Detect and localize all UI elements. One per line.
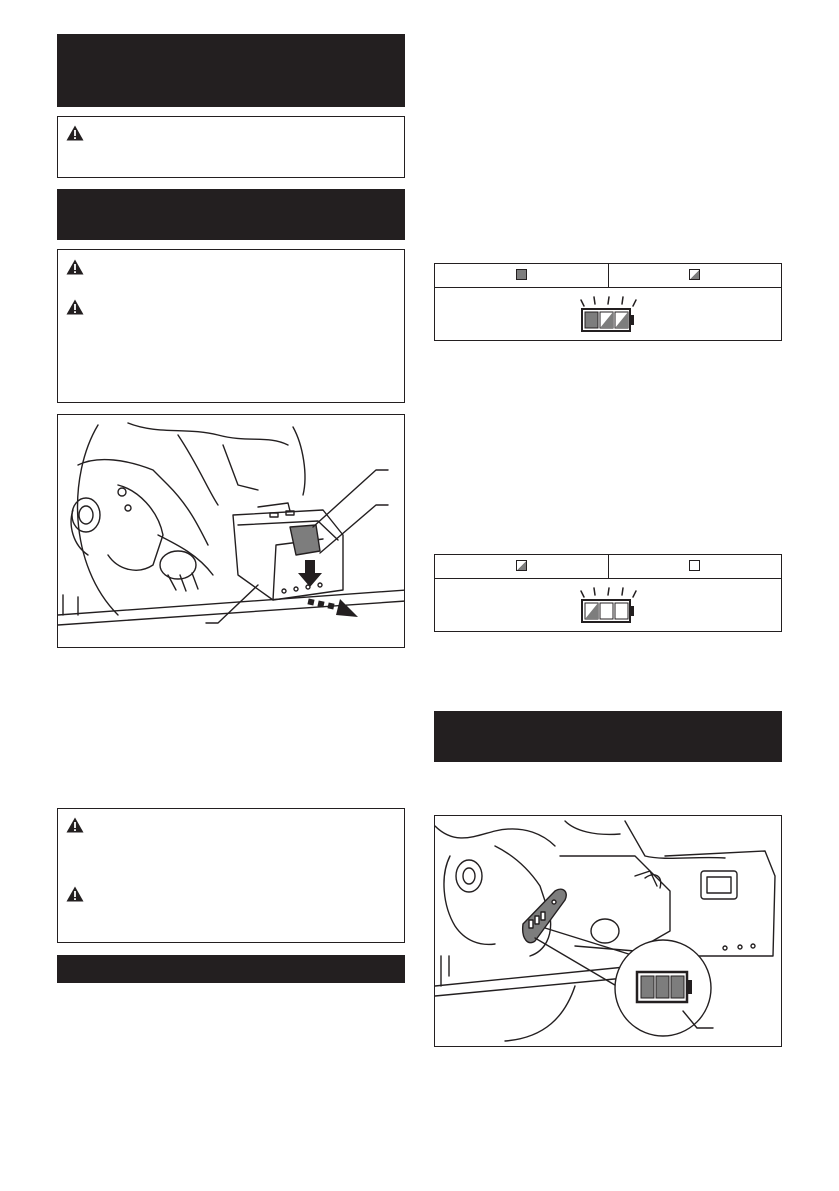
section-header-bar-4 (434, 711, 782, 762)
warning-triangle-icon (66, 125, 84, 141)
warning-triangle-icon (66, 299, 84, 315)
lamp-cell (435, 264, 609, 288)
battery-cell (435, 579, 782, 632)
section-header-bar-3 (57, 955, 405, 983)
warning-triangle-icon (66, 886, 84, 902)
indicator-table-1 (434, 263, 782, 341)
lamp-blinking-square-icon (516, 560, 527, 571)
section-header-bar-2 (57, 189, 405, 240)
lamp-lit-square-icon (516, 269, 527, 280)
saw-indicator-line-drawing (435, 816, 782, 1047)
battery-indicator-illustration (434, 815, 782, 1047)
section-header-bar-1 (57, 34, 405, 107)
lamp-off-square-icon (689, 560, 700, 571)
lamp-blinking-square-icon (689, 269, 700, 280)
lamp-cell (608, 555, 782, 579)
warning-box-3 (57, 808, 405, 943)
warning-box-2 (57, 249, 405, 403)
battery-indicator-icon (576, 295, 640, 335)
battery-indicator-icon (576, 586, 640, 626)
lamp-cell (435, 555, 609, 579)
lamp-cell (608, 264, 782, 288)
warning-triangle-icon (66, 817, 84, 833)
saw-line-drawing (58, 415, 405, 648)
warning-triangle-icon (66, 259, 84, 275)
battery-cell (435, 288, 782, 341)
warning-box-1 (57, 116, 405, 178)
battery-removal-illustration (57, 414, 405, 648)
indicator-table-2 (434, 554, 782, 632)
